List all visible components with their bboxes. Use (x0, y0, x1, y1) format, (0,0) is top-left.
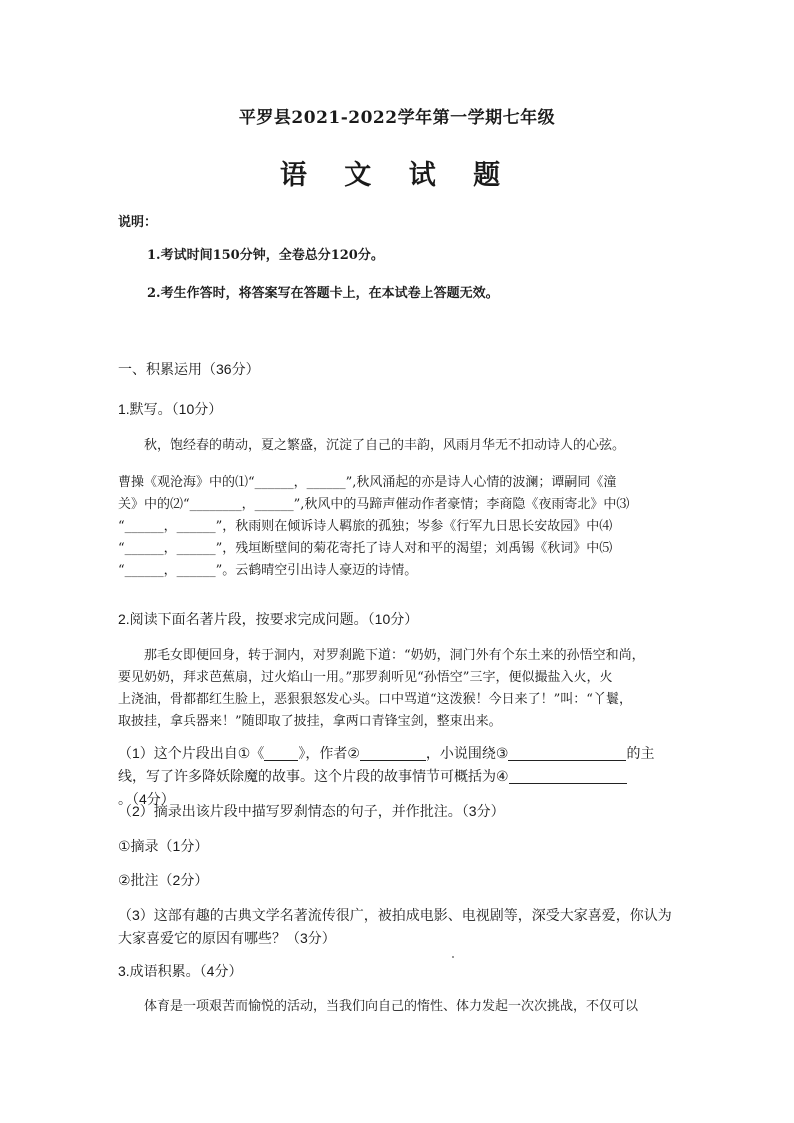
section-heading (118, 358, 678, 381)
question-line: 曹操《观沧海》中的⑴“______，______”,秋风涌起的亦是诗人心情的波澜；谭嗣同《潼 (118, 475, 617, 490)
question-2-sub-2 (118, 800, 678, 823)
note-item-2: 2.考生作答时，将答案写在答题卡上，在本试卷上答题无效。 (147, 286, 499, 301)
sub-question-text: ②批注（2分） (118, 872, 209, 888)
question-1-body (118, 472, 678, 582)
question-title: 1.默写。（10分） (118, 401, 223, 417)
question-line: “______，______”。云鹤晴空引出诗人豪迈的诗情。 (118, 563, 418, 578)
exam-header-line: 平罗县2021-2022学年第一学期七年级 (238, 108, 556, 128)
sub-q1-part-c: ，小说围绕③ (425, 745, 509, 761)
question-3-title (118, 960, 678, 983)
sub-q1-part-a: （1）这个片段出自①《 (118, 745, 265, 761)
answer-blank-1[interactable] (264, 746, 298, 761)
sub-question-line (118, 742, 678, 765)
note-item (147, 283, 667, 305)
question-line: “______，______”，秋雨则在倾诉诗人羁旅的孤独；岑参《行军九日思长安故园》中⑷ (118, 519, 613, 534)
sub-q1-part-e: 线，写了许多降妖除魔的故事。这个片段的故事情节可概括为④ (118, 768, 509, 784)
answer-blank-2[interactable] (360, 746, 426, 761)
question-3-body (118, 996, 678, 1018)
answer-blank-3[interactable] (508, 746, 626, 761)
question-line: “______，______”，残垣断壁间的菊花寄托了诗人对和平的渴望；刘禹锡《秋词》中⑸ (118, 541, 613, 556)
question-2-sub-2b (118, 869, 678, 892)
question-2-title (118, 608, 678, 631)
note-item-1: 1.考试时间150分钟，全卷总分120分。 (147, 248, 384, 263)
question-1-intro (118, 435, 678, 457)
question-line: 体育是一项艰苦而愉悦的活动，当我们向自己的惰性、体力发起一次次挑战，不仅可以 (144, 999, 639, 1014)
question-2-sub-2a (118, 835, 678, 858)
stray-dot (452, 956, 454, 958)
notes-label (118, 212, 678, 234)
passage-line: 那毛女即便回身，转于洞内，对罗刹跪下道：“奶奶，洞门外有个东土来的孙悟空和尚， (144, 648, 645, 663)
sub-q1-part-f: 。（4分） (118, 791, 175, 807)
note-item (147, 245, 667, 267)
question-title: 3.成语积累。（4分） (118, 963, 243, 979)
question-2-passage (118, 645, 678, 733)
sub-question-text: ①摘录（1分） (118, 838, 209, 854)
passage-line: 上浇油，骨都都红生脸上，恶狠狠怒发心头。口中骂道“这泼猴！今日来了！”叫：“丫鬟， (118, 692, 632, 707)
sub-question-line: 大家喜爱它的原因有哪些？（3分） (118, 930, 336, 946)
question-2-sub-3 (118, 904, 678, 950)
question-line: 关》中的⑵“________，______”,秋风中的马蹄声催动作者豪情；李商隐《夜雨寄北》中⑶ (118, 497, 630, 512)
question-intro-text: 秋，饱经春的萌动，夏之繁盛，沉淀了自己的丰韵，风雨月华无不扣动诗人的心弦。 (144, 438, 626, 453)
section-heading-text: 一、积累运用（36分） (118, 361, 260, 377)
sub-q1-part-b: 》，作者② (298, 745, 360, 761)
passage-line: 要见奶奶，拜求芭蕉扇，过火焰山一用。”那罗刹听见“孙悟空”三字，便似撮盐入火，火 (118, 670, 613, 685)
sub-q1-part-d: 的主 (626, 745, 655, 761)
sub-question-line: （3）这部有趣的古典文学名著流传很广，被拍成电影、电视剧等，深受大家喜爱，你认为 (118, 907, 672, 923)
question-1-title (118, 398, 678, 421)
passage-line: 取披挂，拿兵器来！”随即取了披挂，拿两口青锋宝剑，整束出来。 (118, 714, 502, 729)
answer-blank-4[interactable] (509, 769, 627, 784)
question-title: 2.阅读下面名著片段，按要求完成问题。（10分） (118, 611, 419, 627)
subject-title: 语 文 试 题 (279, 160, 515, 191)
notes-label-text: 说明： (118, 215, 158, 230)
sub-question-text: （2）摘录出该片段中描写罗刹情态的句子，并作批注。（3分） (118, 803, 505, 819)
